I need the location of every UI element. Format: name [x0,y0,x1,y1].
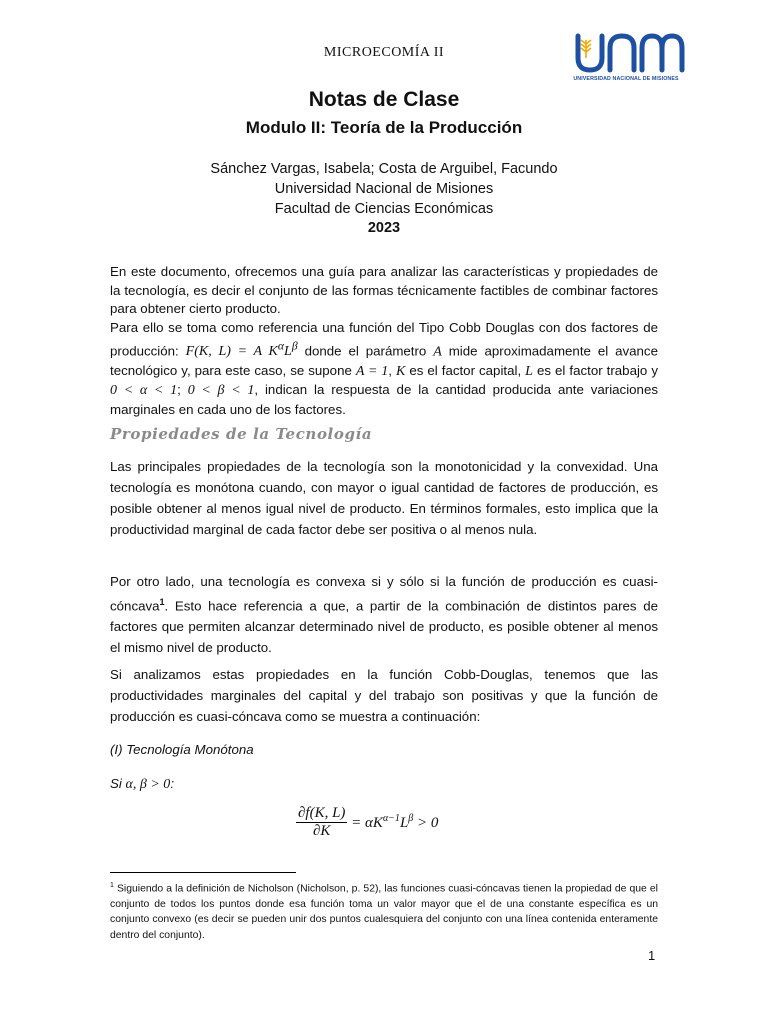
intro-paragraph-1: En este documento, ofrecemos una guía para analizar las características y propiedades de la tecnología, es decir el conjunto de las formas técnicamente factibles de combinar factores para obtener cierto producto. [110,264,658,317]
cobb-douglas-formula: F(K, L) = A $K^\alpha L^\beta$ [185,339,298,360]
year: 2023 [367,220,401,236]
page-number: 1 [648,948,656,963]
section-heading: Propiedades de la Tecnología [110,425,373,443]
intro-paragraph-2: Para ello se toma como referencia una función del Tipo Cobb Douglas con dos factores de producción: F(K, L) = A $K^\alpha L^\beta$ donde el parámetro A mide aproximadamente el avance tecnológico y, para este caso, se supone A = 1, K es el factor capital, L es el factor trabajo y 0 < α < 1; 0 < β < 1, indican la respuesta de la cantidad producida ante variaciones marginales en cada uno de los factores. [110,320,658,418]
page-title: Notas de Clase [308,88,460,111]
marginal-product-equation [296,805,438,840]
item-heading: (I) Tecnología Monótona [110,742,254,757]
equation-denominator: ∂K [313,823,331,839]
page-subtitle: Modulo II: Teoría de la Producción [245,118,523,137]
footnote: $^1$ Siguiendo a la definición de Nicholson (Nicholson, p. 52), las funciones cuasi-cóncavas tienen la propiedad de que el conjunto de todos los puntos donde esa función toma un valor mayor que el de una constante específica es un conjunto convexo (es decir se pueden unir dos puntos cualesquiera del conjunto con una línea contenida enteramente dentro del conjunto). [110,882,658,941]
logo-caption: UNIVERSIDAD NACIONAL DE MISIONES [573,76,679,82]
body-paragraph-3: Si analizamos estas propiedades en la función Cobb-Douglas, tenemos que las productividades marginales del capital y del trabajo son positivas y que la función de producción es cuasi-cóncava como se muestra a continuación: [110,667,658,724]
university: Universidad Nacional de Misiones [274,181,494,197]
faculty: Facultad de Ciencias Económicas [274,201,494,217]
condition-line: Si α, β > 0: [110,776,175,792]
body-paragraph-2: Por otro lado, una tecnología es convexa si y sólo si la función de producción es cuasi-cóncava$^1$. Esto hace referencia a que, a partir de la combinación de distintos pares de factores que permiten alcanzar determinado nivel de producto, es posible obtener al menos el mismo nivel de producto. [110,574,658,656]
body-paragraph-1: Las principales propiedades de la tecnología son la monotonicidad y la convexidad. Una tecnología es monótona cuando, con mayor o igual cantidad de factores de producción, es posible obtener al menos igual nivel de producto. En términos formales, esto implica que la productividad marginal de cada factor debe ser positiva o al menos nula. [110,459,658,537]
equation-numerator: ∂f(K, L) [298,805,346,821]
equation-rhs: = $\alpha K^{\alpha-1}L^\beta > 0$ [351,813,439,831]
footnote-divider [110,872,296,873]
course-header: MICROECOMÍA II [323,45,445,60]
unam-logo-icon [566,28,686,76]
footnote-reference: 1 [159,597,165,607]
university-logo [566,28,686,84]
authors: Sánchez Vargas, Isabela; Costa de Arguibel, Facundo [210,161,558,177]
